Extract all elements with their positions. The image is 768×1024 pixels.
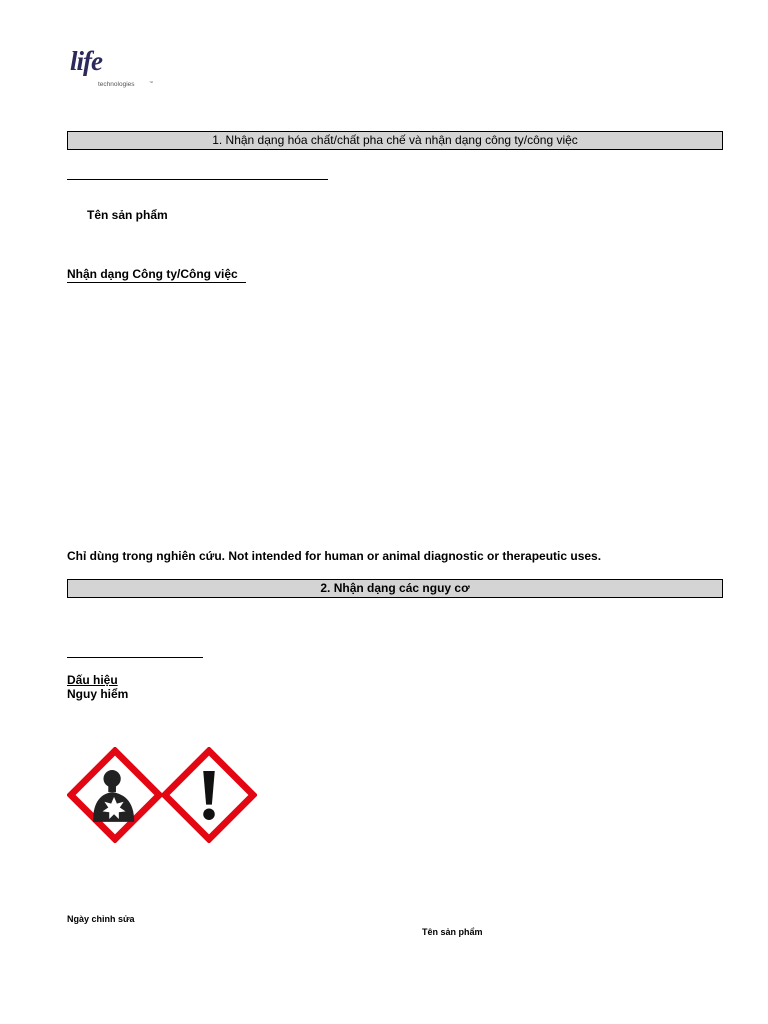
- logo-word: life: [70, 46, 102, 76]
- health-hazard-icon: [67, 747, 163, 843]
- company-identification-heading: Nhận dạng Công ty/Công việc: [67, 267, 246, 283]
- divider-line: [67, 179, 328, 180]
- section-1-title: 1. Nhận dạng hóa chất/chất pha chế và nhận dạng công ty/công việc: [67, 131, 723, 150]
- signal-word-label: Dấu hiệu: [67, 673, 118, 687]
- logo-trademark: ™: [149, 80, 153, 85]
- signal-word-value: Nguy hiểm: [67, 687, 129, 701]
- revision-date-label: Ngày chỉnh sửa: [67, 914, 135, 924]
- divider-line: [67, 657, 203, 658]
- signal-word: [67, 673, 128, 701]
- product-name-label: Tên sản phẩm: [87, 208, 168, 222]
- section-2-title: 2. Nhận dạng các nguy cơ: [67, 579, 723, 598]
- footer-product-name-label: Tên sản phẩm: [422, 927, 483, 937]
- company-logo: [68, 46, 158, 94]
- logo-subtitle: technologies: [98, 81, 135, 88]
- research-use-note: Chỉ dùng trong nghiên cứu. Not intended for human or animal diagnostic or therapeutic uses.: [67, 549, 602, 563]
- exclamation-mark-icon: [161, 747, 257, 843]
